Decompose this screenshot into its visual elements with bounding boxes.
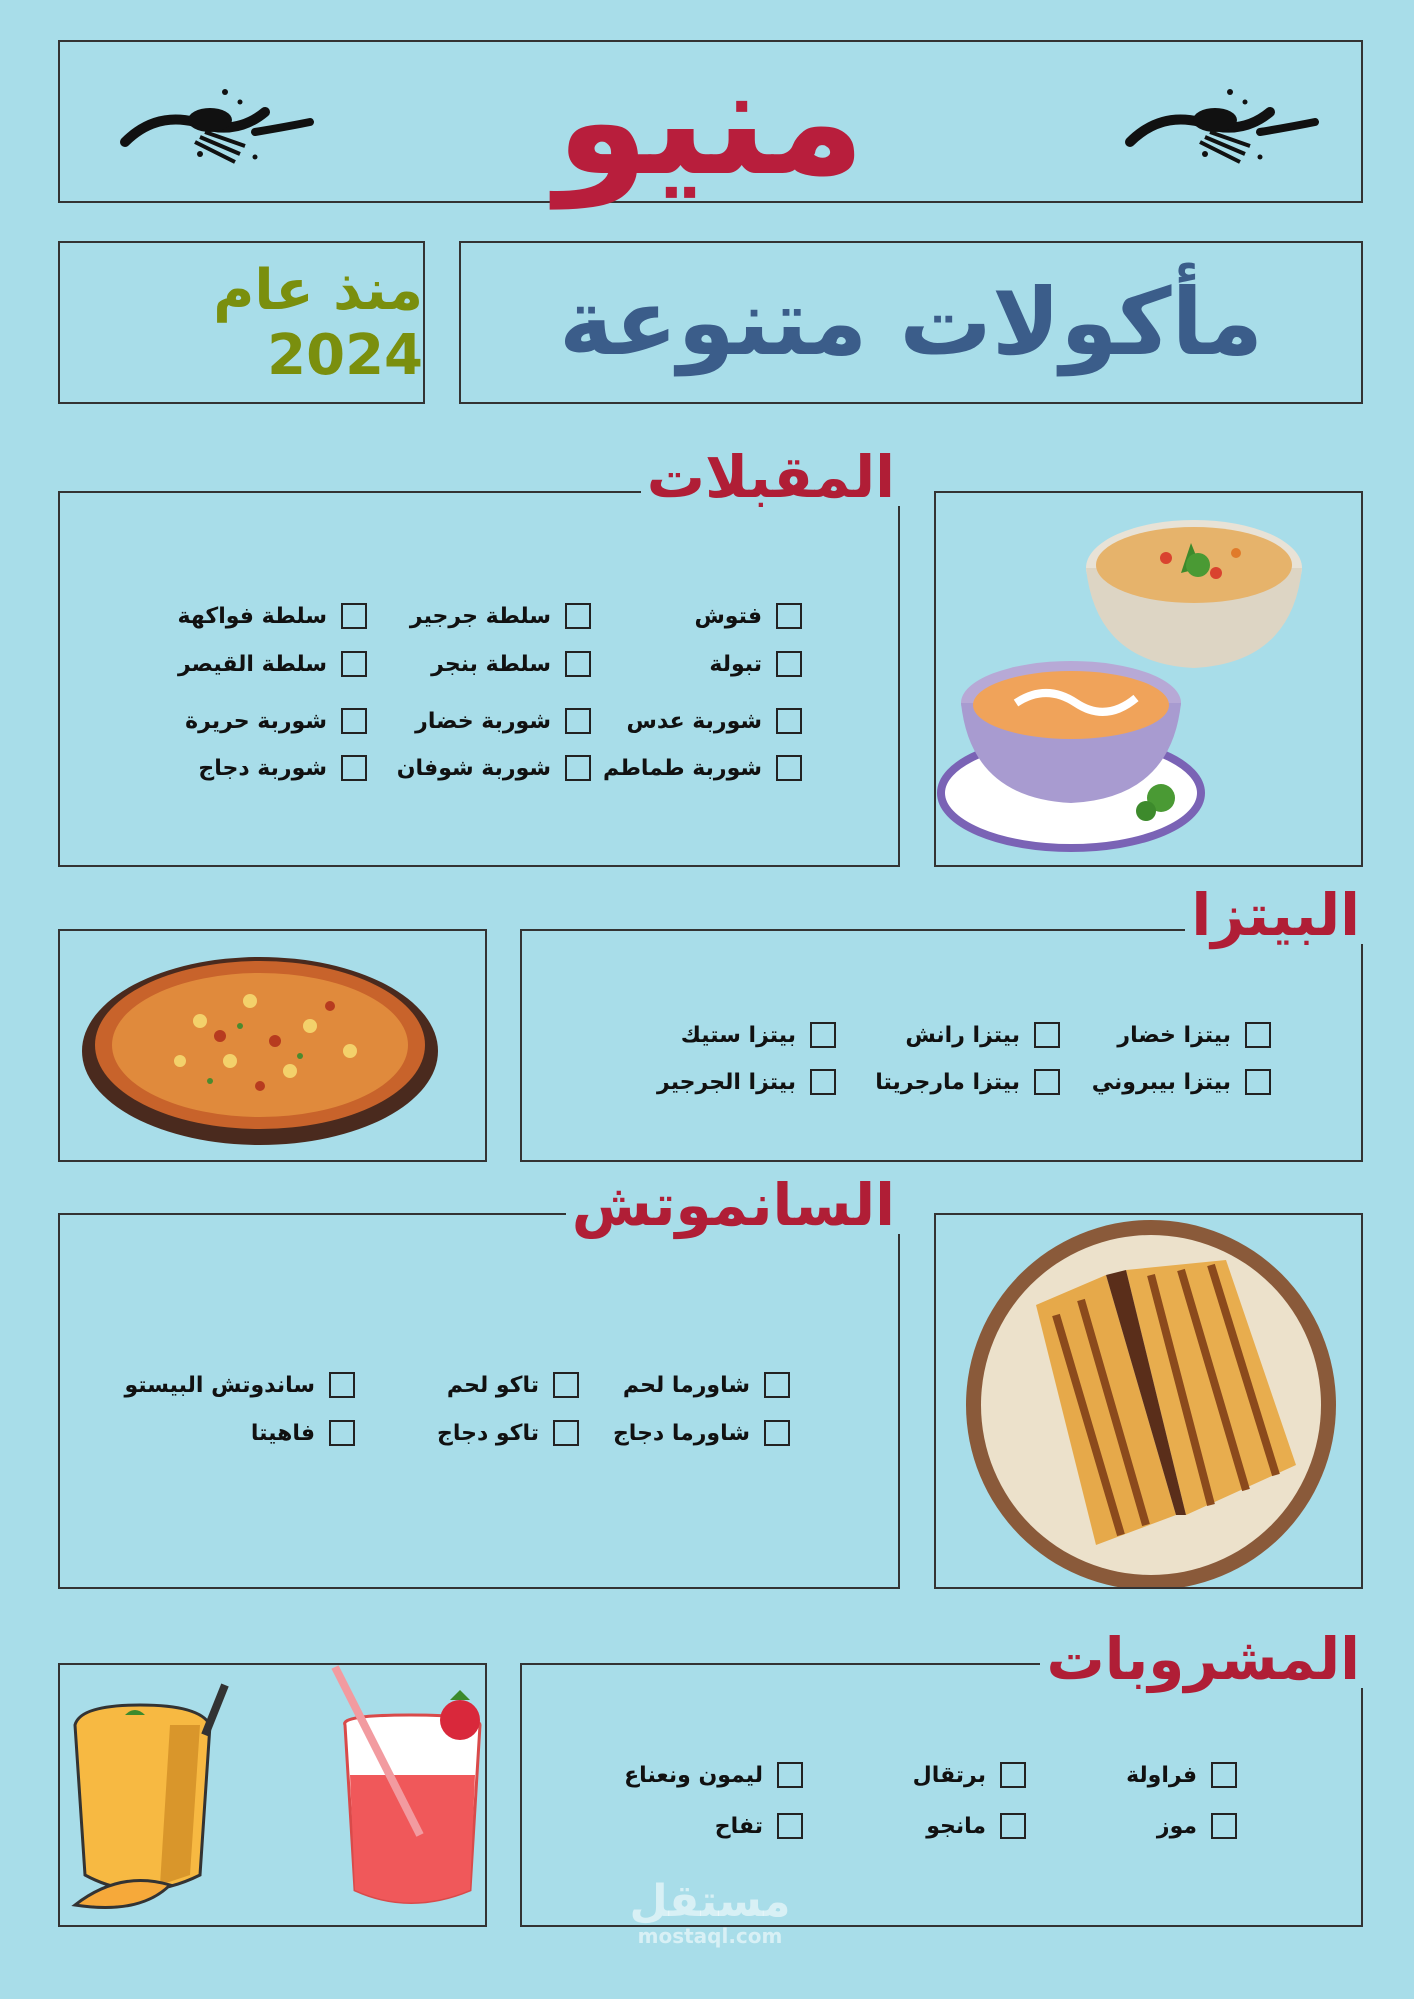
checkbox[interactable] bbox=[776, 603, 802, 629]
menu-item-checkbox[interactable]: شوربة عدس bbox=[627, 708, 802, 734]
menu-item-checkbox[interactable]: شوربة حريرة bbox=[185, 708, 367, 734]
appetizers-list-box bbox=[58, 491, 900, 867]
checkbox[interactable] bbox=[329, 1420, 355, 1446]
checkbox[interactable] bbox=[764, 1420, 790, 1446]
menu-item-checkbox[interactable]: تاكو لحم bbox=[447, 1372, 579, 1398]
menu-item-checkbox[interactable]: شوربة طماطم bbox=[603, 755, 802, 781]
menu-title: منيو bbox=[555, 34, 866, 209]
menu-item-checkbox[interactable]: فراولة bbox=[1126, 1762, 1237, 1788]
menu-item-checkbox[interactable]: تفاح bbox=[715, 1813, 803, 1839]
menu-item-checkbox[interactable]: سلطة جرجير bbox=[410, 603, 591, 629]
menu-item-checkbox[interactable]: شاورما لحم bbox=[623, 1372, 790, 1398]
checkbox[interactable] bbox=[565, 603, 591, 629]
menu-item-checkbox[interactable]: تبولة bbox=[709, 651, 802, 677]
menu-item-checkbox[interactable]: شوربة دجاج bbox=[198, 755, 367, 781]
checkbox[interactable] bbox=[777, 1762, 803, 1788]
checkbox[interactable] bbox=[777, 1813, 803, 1839]
menu-item-checkbox[interactable]: بيتزا ستيك bbox=[681, 1022, 836, 1048]
checkbox[interactable] bbox=[341, 651, 367, 677]
soup-bowl-image bbox=[936, 493, 1361, 865]
checkbox[interactable] bbox=[810, 1069, 836, 1095]
checkbox[interactable] bbox=[553, 1372, 579, 1398]
watermark-name: مستقل bbox=[629, 1876, 791, 1927]
menu-item-checkbox[interactable]: بيتزا بيبروني bbox=[1092, 1069, 1271, 1095]
checkbox[interactable] bbox=[1245, 1022, 1271, 1048]
watermark-url: mostaql.com bbox=[637, 1924, 783, 1948]
pizza-title: البيتزا bbox=[1185, 886, 1366, 944]
menu-item-checkbox[interactable]: بيتزا مارجريتا bbox=[875, 1069, 1060, 1095]
cutlery-icon bbox=[1120, 82, 1320, 172]
checkbox[interactable] bbox=[1245, 1069, 1271, 1095]
checkbox[interactable] bbox=[1211, 1762, 1237, 1788]
checkbox[interactable] bbox=[565, 755, 591, 781]
menu-item-checkbox[interactable]: ليمون ونعناع bbox=[624, 1762, 803, 1788]
checkbox[interactable] bbox=[1034, 1069, 1060, 1095]
menu-item-checkbox[interactable]: فاهيتا bbox=[251, 1420, 355, 1446]
appetizers-image-box bbox=[934, 491, 1363, 867]
cutlery-icon bbox=[115, 82, 315, 172]
checkbox[interactable] bbox=[553, 1420, 579, 1446]
checkbox[interactable] bbox=[1000, 1762, 1026, 1788]
juice-glasses-image bbox=[60, 1665, 485, 1925]
drinks-title: المشروبات bbox=[1040, 1630, 1366, 1688]
menu-item-checkbox[interactable]: سلطة بنجر bbox=[431, 651, 591, 677]
since-text: منذ عام 2024 bbox=[213, 257, 423, 388]
pizza-image bbox=[60, 931, 485, 1160]
menu-title-box bbox=[58, 34, 1363, 209]
menu-item-checkbox[interactable]: بيتزا خضار bbox=[1117, 1022, 1271, 1048]
menu-item-checkbox[interactable]: شوربة خضار bbox=[415, 708, 591, 734]
checkbox[interactable] bbox=[329, 1372, 355, 1398]
menu-item-checkbox[interactable]: تاكو دجاج bbox=[437, 1420, 579, 1446]
drinks-image-box bbox=[58, 1663, 487, 1927]
checkbox[interactable] bbox=[1000, 1813, 1026, 1839]
checkbox[interactable] bbox=[341, 603, 367, 629]
checkbox[interactable] bbox=[341, 708, 367, 734]
checkbox[interactable] bbox=[1211, 1813, 1237, 1839]
menu-item-checkbox[interactable]: موز bbox=[1157, 1813, 1237, 1839]
sandwiches-list-box bbox=[58, 1213, 900, 1589]
sandwich-image bbox=[936, 1215, 1361, 1587]
checkbox[interactable] bbox=[565, 651, 591, 677]
checkbox[interactable] bbox=[1034, 1022, 1060, 1048]
checkbox[interactable] bbox=[341, 755, 367, 781]
checkbox[interactable] bbox=[810, 1022, 836, 1048]
menu-item-checkbox[interactable]: ساندوتش البيستو bbox=[125, 1372, 355, 1398]
menu-item-checkbox[interactable]: بيتزا رانش bbox=[905, 1022, 1060, 1048]
menu-item-checkbox[interactable]: شاورما دجاج bbox=[613, 1420, 790, 1446]
watermark bbox=[620, 1876, 800, 1948]
checkbox[interactable] bbox=[565, 708, 591, 734]
menu-item-checkbox[interactable]: مانجو bbox=[926, 1813, 1026, 1839]
checkbox[interactable] bbox=[776, 708, 802, 734]
menu-item-checkbox[interactable]: بيتزا الجرجير bbox=[657, 1069, 836, 1095]
appetizers-title: المقبلات bbox=[641, 448, 901, 506]
menu-item-checkbox[interactable]: فتوش bbox=[694, 603, 802, 629]
tagline-box bbox=[459, 241, 1363, 404]
since-box bbox=[58, 241, 425, 404]
tagline: مأكولات متنوعة bbox=[558, 269, 1264, 376]
menu-item-checkbox[interactable]: برتقال bbox=[913, 1762, 1026, 1788]
sandwiches-image-box bbox=[934, 1213, 1363, 1589]
pizza-image-box bbox=[58, 929, 487, 1162]
menu-item-checkbox[interactable]: سلطة القيصر bbox=[178, 651, 367, 677]
checkbox[interactable] bbox=[776, 651, 802, 677]
menu-item-checkbox[interactable]: سلطة فواكهة bbox=[178, 603, 367, 629]
checkbox[interactable] bbox=[776, 755, 802, 781]
checkbox[interactable] bbox=[764, 1372, 790, 1398]
menu-item-checkbox[interactable]: شوربة شوفان bbox=[397, 755, 591, 781]
sandwiches-title: السانموتش bbox=[566, 1176, 901, 1234]
